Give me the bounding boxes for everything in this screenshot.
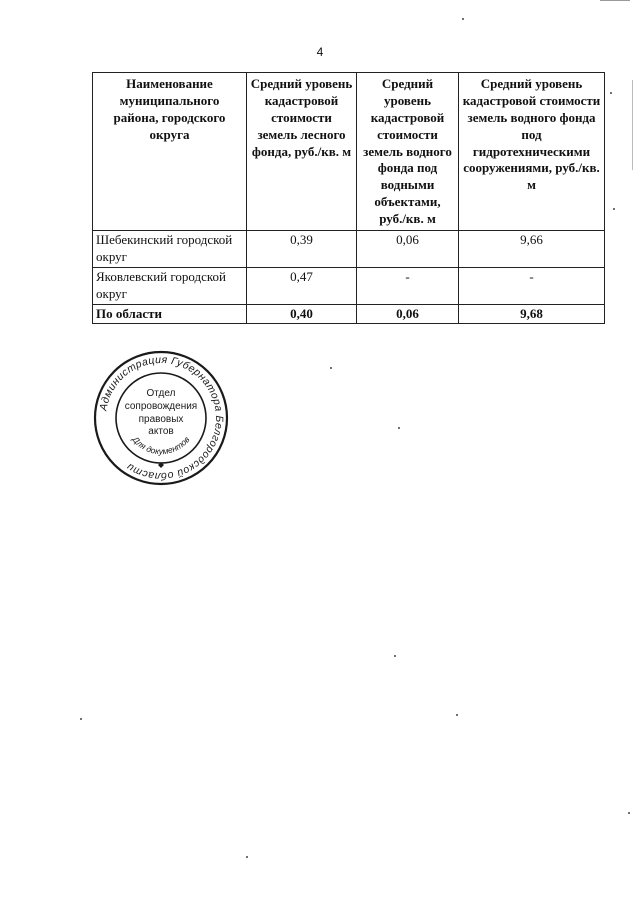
stamp-line: актов [148,426,174,438]
row-water-objects-value: - [357,267,459,304]
header-hydro-structures: Средний уровень кадастровой стоимости земель водного фонда под гидротехническими сооружениями, руб./кв. м [459,73,605,231]
official-stamp [93,350,229,486]
row-water-objects-value: 0,06 [357,231,459,268]
scan-speck [398,427,400,429]
table-header-row [93,73,605,231]
scan-speck [613,208,615,210]
total-label: По области [93,304,247,324]
scan-speck [456,714,458,716]
cadastral-value-table [92,72,605,324]
scan-speck [462,18,464,20]
header-municipality: Наименование муниципального района, городского округа [93,73,247,231]
row-forest-value: 0,47 [247,267,357,304]
stamp-line: сопровождения [124,400,198,412]
stamp-line: правовых [138,413,184,425]
scan-speck [80,718,82,720]
row-municipality-name: Шебекинский городской округ [93,231,247,268]
header-water-objects: Средний уровень кадастровой стоимости земель водного фонда под водными объектами, руб./кв. м [357,73,459,231]
stamp-ring-text: Администрация Губернатора Белгородской области [97,353,226,483]
total-hydro-value: 9,68 [459,304,605,324]
stamp-line: Отдел [146,388,176,399]
table-row [93,231,605,268]
table-row [93,267,605,304]
table-total-row [93,304,605,324]
stamp-center-text [121,388,201,439]
page-number: 4 [316,45,324,59]
header-forest-fund: Средний уровень кадастровой стоимости земель лесного фонда, руб./кв. м [247,73,357,231]
row-municipality-name: Яковлевский городской округ [93,267,247,304]
total-water-objects-value: 0,06 [357,304,459,324]
scan-artifact [600,0,630,1]
total-forest-value: 0,40 [247,304,357,324]
scan-speck [394,655,396,657]
stamp-inner-text: Для документов [130,434,192,457]
scan-speck [628,812,630,814]
scan-speck [330,367,332,369]
row-forest-value: 0,39 [247,231,357,268]
row-hydro-value: 9,66 [459,231,605,268]
row-hydro-value: - [459,267,605,304]
scan-artifact [632,80,633,170]
scan-speck [610,92,612,94]
scan-speck [246,856,248,858]
